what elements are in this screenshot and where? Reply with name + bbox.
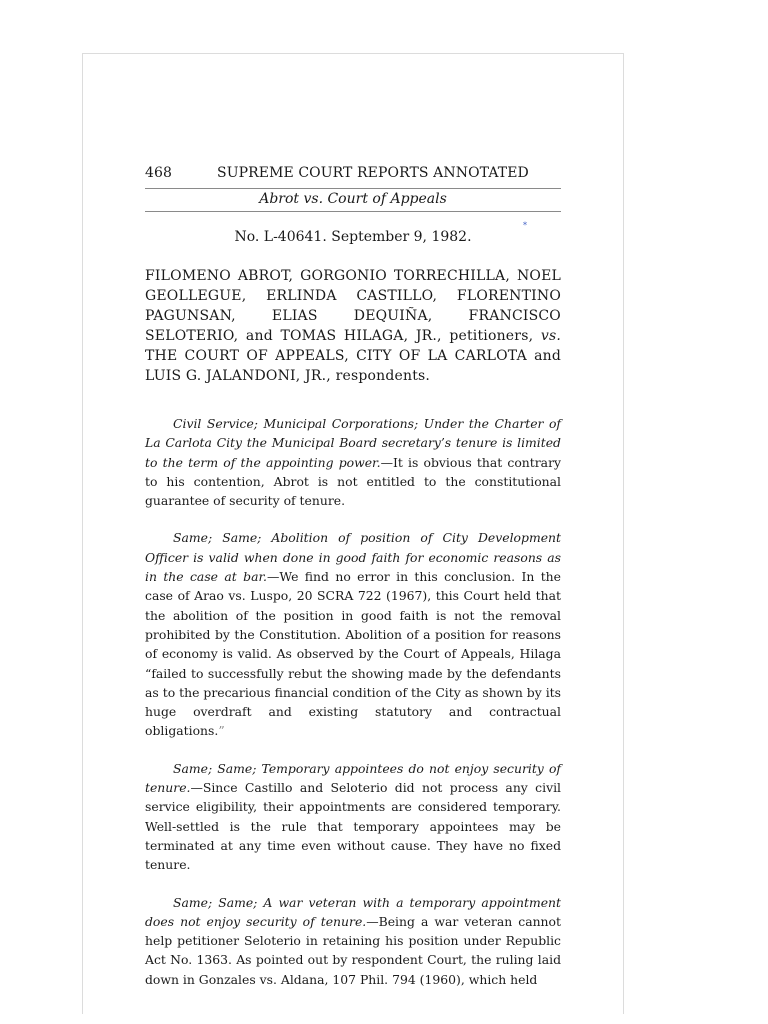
case-short-title: Abrot vs. Court of Appeals xyxy=(259,191,447,207)
closing-quote: ” xyxy=(218,723,225,739)
syllabus-paragraph xyxy=(145,893,561,989)
petitioners-label: petitioners, xyxy=(449,328,534,344)
docket-number: No. L-40641. September 9, 1982. xyxy=(234,229,472,245)
syllabus-topic: Same; Same; Abolition of position of City Development Officer is valid when done in good faith for economic reasons as in the case at bar. xyxy=(145,530,561,585)
versus-label: vs. xyxy=(540,328,562,344)
syllabus-topic: Same; Same; A war veteran with a temporary appointment does not enjoy security of tenure. xyxy=(145,894,561,929)
syllabus-text: —We find no error in this conclusion. In the case of Arao vs. Luspo, 20 SCRA 722 (1967), this Court held that the abolition of the position in good faith is not the removal prohibited by the Constitution. Abolition of a position for reasons of economy is valid. As observed by the Court of Appeals, Hilaga “failed to successfully rebut the showing made by the defendants as to the precarious financial condition of the City as shown by its huge overdraft and existing statutory and contractual obligations. xyxy=(145,569,561,739)
header-rule-bottom xyxy=(145,211,561,212)
syllabus-text: —Being a war veteran cannot help petitioner Seloterio in retaining his position under Republic Act No. 1363. As pointed out by respondent Court, the ruling laid down in Gonzales vs. Aldana, 107 Phil. 794 (1960), which held xyxy=(145,913,561,987)
page-header xyxy=(145,163,561,183)
case-parties xyxy=(145,266,561,386)
respondents-names: THE COURT OF APPEALS, CITY OF LA CARLOTA and LUIS G. JALANDONI, JR., xyxy=(145,348,561,384)
syllabus-topic: Same; Same; Temporary appointees do not enjoy security of tenure. xyxy=(145,760,561,796)
running-title: SUPREME COURT REPORTS ANNOTATED xyxy=(217,165,529,181)
syllabus-paragraph xyxy=(145,414,561,510)
page-content xyxy=(145,163,561,989)
syllabus-text: —It is obvious that contrary to his contention, Abrot is not entitled to the constitutional guarantee of security of tenure. xyxy=(145,454,561,509)
page-number: 468 xyxy=(145,165,173,181)
syllabus-paragraph xyxy=(145,528,561,740)
petitioners-names: FILOMENO ABROT, GORGONIO TORRECHILLA, NOEL GEOLLEGUE, ERLINDA CASTILLO, FLORENTINO PAGUNSAN, ELIAS DEQUIÑA, FRANCISCO SELOTERIO, and TOMAS HILAGA, JR., xyxy=(145,268,561,344)
footnote-marker[interactable]: * xyxy=(523,221,527,230)
document-page xyxy=(82,53,624,1014)
syllabus-text: —Since Castillo and Seloterio did not process any civil service eligibility, their appointments are considered temporary. Well-settled is the rule that temporary appointees may be terminated at any time even without cause. They have no fixed tenure. xyxy=(145,780,561,873)
syllabus-topic: Civil Service; Municipal Corporations; Under the Charter of La Carlota City the Municipal Board secretary’s tenure is limited to the term of the appointing power. xyxy=(145,416,561,470)
syllabus-paragraph xyxy=(145,759,561,875)
respondents-label: respondents. xyxy=(335,368,431,384)
